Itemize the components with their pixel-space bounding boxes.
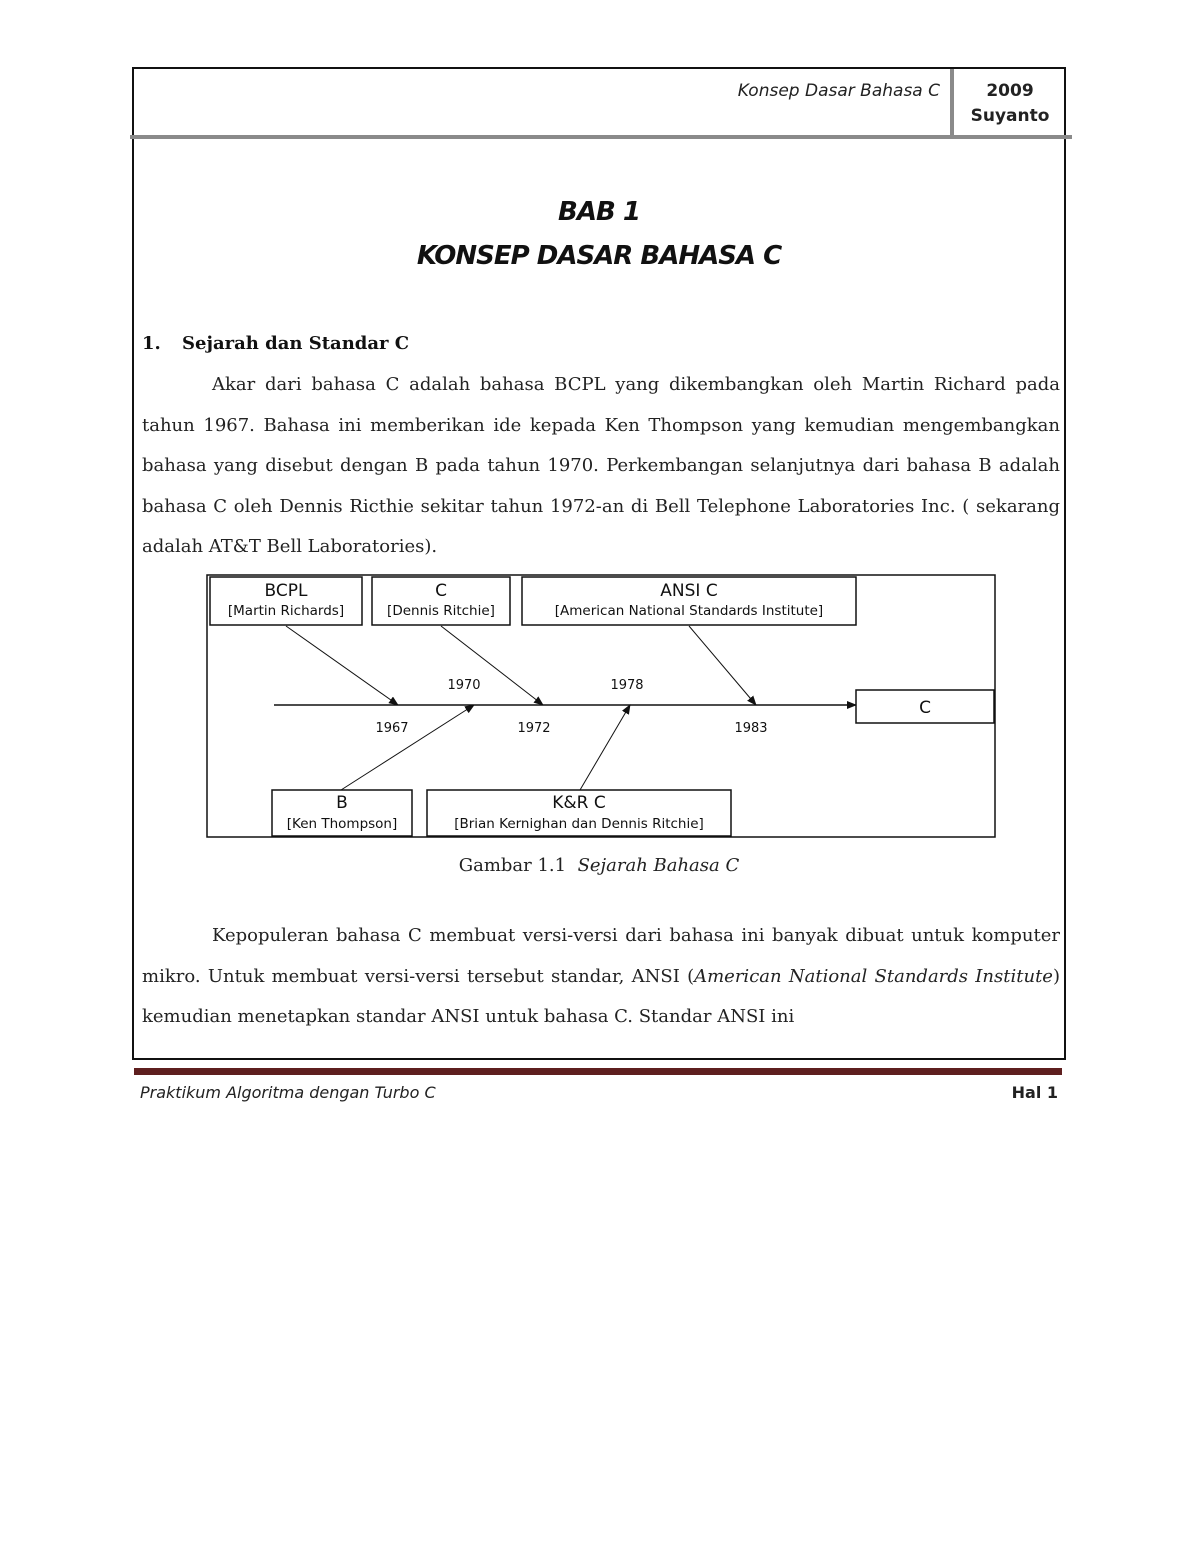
year-1970: 1970 (447, 678, 481, 693)
section-number: 1. (142, 333, 161, 354)
box-result-c (856, 690, 994, 723)
header-year: 2009 (986, 81, 1034, 101)
paragraph-history (142, 365, 1060, 568)
paragraph-history-text: Akar dari bahasa C adalah bahasa BCPL yang dikembangkan oleh Martin Richard pada tahun 1967. Bahasa ini memberikan ide kepada Ken Thompson yang kemudian mengembangkan bahasa yang disebut dengan B pada tahun 1970. Perkembangan selanjutnya dari bahasa B adalah bahasa C oleh Dennis Ricthie sekitar tahun 1972-an di Bell Telephone Laboratories Inc. ( sekarang adalah AT&T Bell Laboratories). (142, 374, 1060, 557)
box-result-title: C (919, 698, 931, 718)
arrow-ansi (689, 626, 756, 705)
box-ansi-c (522, 577, 856, 625)
year-1978: 1978 (610, 678, 644, 693)
footer-rule (134, 1068, 1062, 1075)
arrow-c (441, 626, 543, 705)
box-bcpl-subtitle: [Martin Richards] (227, 603, 345, 619)
box-kr-subtitle: [Brian Kernighan dan Dennis Ritchie] (454, 816, 704, 832)
caption-title: Sejarah Bahasa C (577, 855, 740, 876)
box-c-title: C (435, 581, 447, 601)
box-c-ritchie (372, 577, 510, 625)
box-bcpl-title: BCPL (264, 581, 308, 601)
year-1967: 1967 (375, 721, 409, 736)
header-year-author (956, 79, 1064, 129)
paragraph-ansi-italic: American National Standards Institute (694, 965, 1053, 987)
paragraph-ansi (142, 916, 1060, 1038)
box-ansi-title: ANSI C (660, 581, 718, 601)
caption-prefix: Gambar 1.1 (458, 855, 567, 876)
year-1972: 1972 (517, 721, 551, 736)
chapter-title: KONSEP DASAR BAHASA C (416, 241, 782, 271)
figure-caption (134, 855, 1064, 876)
box-c-subtitle: [Dennis Ritchie] (387, 603, 495, 619)
history-diagram (206, 574, 998, 839)
header-divider (950, 69, 954, 137)
header-title: Konsep Dasar Bahasa C (737, 81, 940, 101)
box-ansi-subtitle: [American National Standards Institute] (554, 603, 824, 619)
year-1983: 1983 (734, 721, 768, 736)
box-bcpl (210, 577, 362, 625)
footer-page-number: Hal 1 (1011, 1083, 1058, 1102)
paragraph-ansi-part2: ) kemudian menetapkan standar ANSI untuk bahasa C. Standar ANSI ini (142, 965, 1060, 1027)
paragraph-ansi-part1: Kepopuleran bahasa C membuat versi-versi dari bahasa ini banyak dibuat untuk komputer mikro. Untuk membuat versi-versi tersebut standar, ANSI ( (142, 925, 1060, 987)
footer-book-title: Praktikum Algoritma dengan Turbo C (140, 1083, 436, 1102)
section-title: Sejarah dan Standar C (182, 333, 410, 354)
page-frame (132, 67, 1066, 1060)
box-kr-title: K&R C (552, 793, 606, 813)
header-rule (130, 135, 1072, 139)
arrow-bcpl (286, 626, 398, 705)
box-b-title: B (336, 793, 348, 813)
section-heading (142, 333, 409, 354)
header-author: Suyanto (970, 106, 1050, 126)
arrow-kr (580, 705, 630, 790)
arrow-b (341, 705, 474, 790)
box-kr-c (427, 790, 731, 836)
box-b-subtitle: [Ken Thompson] (286, 816, 398, 832)
chapter-number: BAB 1 (558, 197, 640, 227)
page-header (134, 69, 1064, 137)
box-b (272, 790, 412, 836)
